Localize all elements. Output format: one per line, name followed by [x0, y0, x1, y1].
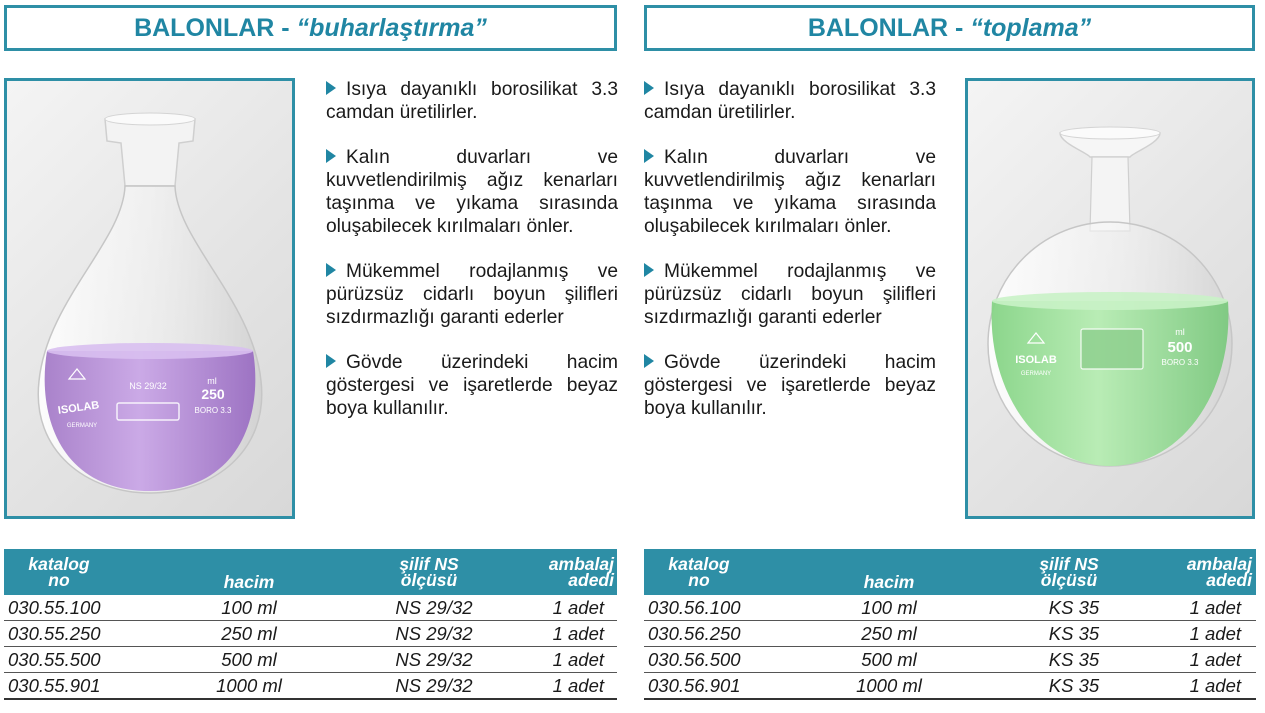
bullet-arrow-icon	[326, 149, 336, 163]
list-item: Gövde üzerindeki hacim göstergesi ve işaretlerde beyaz boya kullanılır.	[644, 352, 936, 419]
header-joint: şilif NS ölçüsü	[399, 554, 459, 590]
list-item: Mükemmel rodajlanmış ve pürüzsüz cidarlı boyun şilifleri sızdırmazlığı garanti ederler	[326, 261, 618, 328]
left-photo-brand: ISOLAB	[57, 399, 100, 417]
table-row: 030.56.250 250 ml KS 35 1 adet	[644, 621, 1256, 647]
right-photo-glass: BORO 3.3	[1161, 358, 1199, 367]
list-item: Isıya dayanıklı borosilikat 3.3 camdan üretilirler.	[326, 79, 618, 123]
bullet-arrow-icon	[644, 149, 654, 163]
right-feature-list	[644, 78, 936, 442]
bullet-arrow-icon	[644, 354, 654, 368]
left-catalog-table	[4, 549, 617, 700]
collecting-flask-photo	[965, 78, 1255, 519]
left-title-box	[4, 5, 617, 51]
right-title-separator: -	[948, 13, 971, 42]
right-title-box	[644, 5, 1255, 51]
bullet-arrow-icon	[644, 81, 654, 95]
table-header	[4, 549, 617, 595]
left-title-subtitle: “buharlaştırma”	[296, 13, 487, 42]
right-photo-volume: 500	[1167, 339, 1193, 356]
header-catalog: katalog no	[28, 554, 90, 590]
left-photo-volume: 250	[201, 386, 225, 402]
evaporating-flask-photo	[4, 78, 295, 519]
list-item: Kalın duvarları ve kuvvetlendirilmiş ağız kenarları taşınma ve yıkama sırasında oluşabilecek kırılmaları önler.	[326, 147, 618, 237]
left-product-section	[4, 0, 617, 713]
right-photo-unit: ml	[1175, 327, 1185, 337]
bullet-arrow-icon	[644, 263, 654, 277]
table-row: 030.56.500 500 ml KS 35 1 adet	[644, 647, 1256, 673]
table-row: 030.55.250 250 ml NS 29/32 1 adet	[4, 621, 617, 647]
bullet-arrow-icon	[326, 81, 336, 95]
right-product-section	[644, 0, 1257, 713]
right-catalog-table	[644, 549, 1256, 700]
left-photo-origin: GERMANY	[66, 423, 98, 429]
right-title-main: BALONLAR	[807, 13, 949, 42]
header-catalog: katalog no	[668, 554, 730, 590]
round-flask-illustration	[968, 81, 1252, 516]
table-row: 030.55.100 100 ml NS 29/32 1 adet	[4, 595, 617, 621]
table-row: 030.55.901 1000 ml NS 29/32 1 adet	[4, 673, 617, 700]
right-title-subtitle: “toplama”	[970, 13, 1092, 42]
bullet-arrow-icon	[326, 354, 336, 368]
table-row: 030.55.500 500 ml NS 29/32 1 adet	[4, 647, 617, 673]
header-pack: ambalaj adedi	[1186, 554, 1252, 590]
list-item: Mükemmel rodajlanmış ve pürüzsüz cidarlı boyun şilifleri sızdırmazlığı garanti ederler	[644, 261, 936, 328]
header-volume: hacim	[223, 572, 275, 592]
header-joint: şilif NS ölçüsü	[1039, 554, 1099, 590]
right-photo-origin: GERMANY	[1020, 371, 1052, 377]
left-photo-unit: ml	[207, 376, 217, 386]
right-photo-brand: ISOLAB	[1015, 354, 1057, 366]
list-item: Kalın duvarları ve kuvvetlendirilmiş ağız kenarları taşınma ve yıkama sırasında oluşabilecek kırılmaları önler.	[644, 147, 936, 237]
header-pack: ambalaj adedi	[548, 554, 614, 590]
left-title-main: BALONLAR	[134, 13, 275, 42]
list-item: Gövde üzerindeki hacim göstergesi ve işaretlerde beyaz boya kullanılır.	[326, 352, 618, 419]
table-header	[644, 549, 1256, 595]
left-photo-glass: BORO 3.3	[194, 406, 232, 415]
left-photo-joint: NS 29/32	[129, 381, 167, 391]
header-volume: hacim	[863, 572, 915, 592]
pear-flask-illustration	[7, 81, 292, 516]
left-title-separator: -	[274, 13, 297, 42]
table-row: 030.56.100 100 ml KS 35 1 adet	[644, 595, 1256, 621]
bullet-arrow-icon	[326, 263, 336, 277]
left-feature-list	[326, 78, 618, 442]
table-row: 030.56.901 1000 ml KS 35 1 adet	[644, 673, 1256, 700]
list-item: Isıya dayanıklı borosilikat 3.3 camdan üretilirler.	[644, 79, 936, 123]
